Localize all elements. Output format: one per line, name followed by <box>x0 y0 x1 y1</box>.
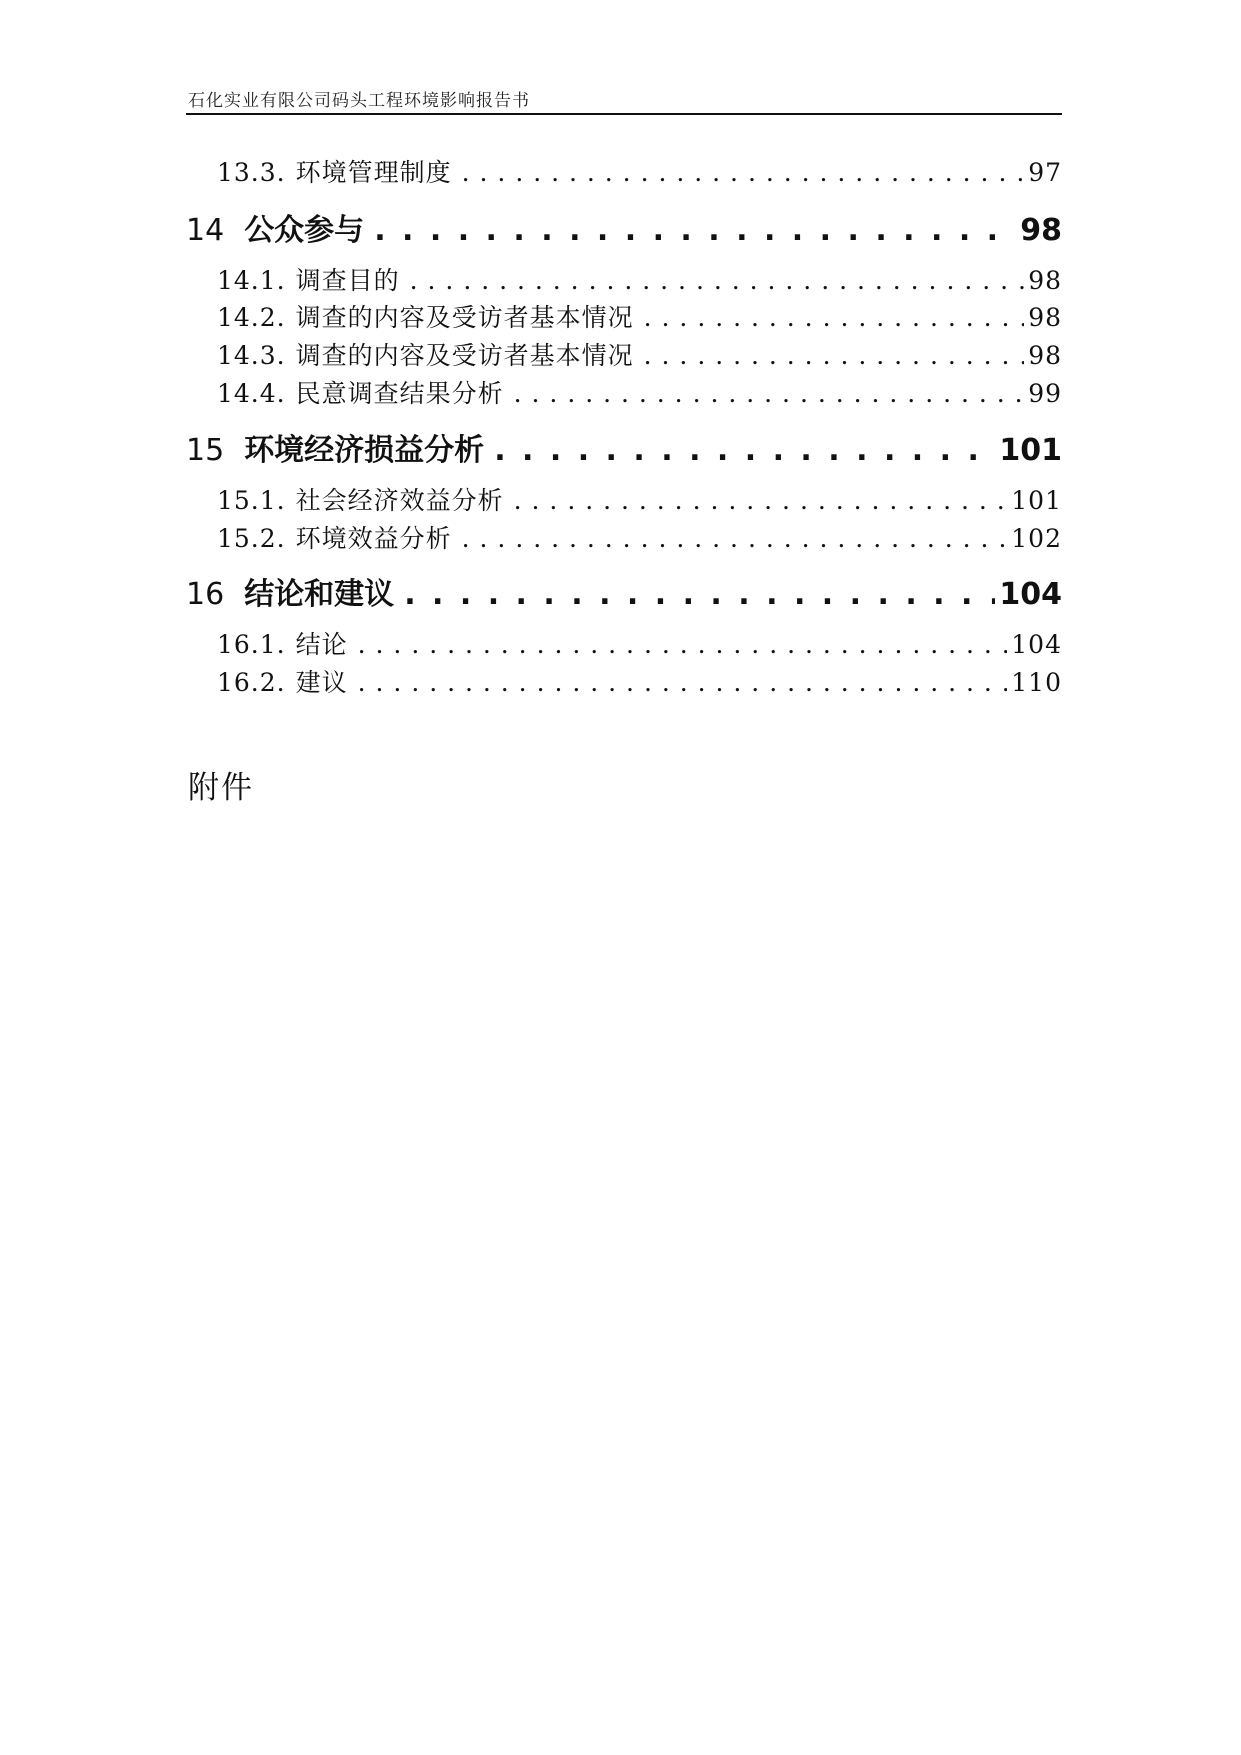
toc-entry-title: 调查目的 <box>295 266 400 295</box>
toc-leader-dots <box>494 433 995 468</box>
toc-leader-dots <box>358 668 1008 697</box>
toc-entry-page: 97 <box>1028 158 1062 187</box>
toc-entry-number: 14.2. <box>217 303 286 332</box>
toc-entry-15-2[interactable] <box>186 519 1062 555</box>
toc-entry-number: 16.2. <box>217 668 286 697</box>
toc-leader-dots <box>514 486 1008 515</box>
toc-chapter-page: 101 <box>999 433 1062 468</box>
toc-entry-title: 环境管理制度 <box>295 158 452 187</box>
toc-entry-14-1[interactable] <box>186 261 1062 297</box>
toc-entry-page: 104 <box>1011 630 1062 659</box>
toc-leader-dots <box>644 303 1025 332</box>
toc-entry-page: 110 <box>1011 668 1062 697</box>
toc-entry-number: 13.3. <box>217 158 286 187</box>
toc-entry-number: 16.1. <box>217 630 286 659</box>
toc-leader-dots <box>514 379 1025 408</box>
toc-chapter-page: 104 <box>999 577 1062 612</box>
toc-entry-page: 102 <box>1011 524 1062 553</box>
toc-leader-dots <box>644 341 1025 370</box>
toc-entry-title: 社会经济效益分析 <box>295 486 504 515</box>
toc-entry-title: 环境效益分析 <box>295 524 452 553</box>
toc-chapter-number: 15 <box>186 433 225 468</box>
toc-entry-title: 调查的内容及受访者基本情况 <box>295 303 634 332</box>
toc-leader-dots <box>462 158 1025 187</box>
toc-entry-page: 99 <box>1028 379 1062 408</box>
toc-entry-page: 98 <box>1028 303 1062 332</box>
toc-entry-14-4[interactable] <box>186 374 1062 410</box>
toc-chapter-number: 14 <box>186 213 225 248</box>
toc-leader-dots <box>358 630 1008 659</box>
toc-leader-dots <box>374 213 1016 248</box>
toc-chapter-number: 16 <box>186 577 225 612</box>
toc-entry-title: 建议 <box>295 668 348 697</box>
toc-leader-dots <box>462 524 1008 553</box>
toc-entry-page: 98 <box>1028 341 1062 370</box>
toc-entry-title: 结论 <box>295 630 348 659</box>
toc-entry-16-2[interactable] <box>186 663 1062 699</box>
toc-leader-dots <box>410 266 1025 295</box>
toc-entry-number: 15.1. <box>217 486 286 515</box>
toc-chapter-title: 环境经济损益分析 <box>244 433 485 468</box>
appendix-heading: 附件 <box>188 770 254 806</box>
toc-entry-title: 调查的内容及受访者基本情况 <box>295 341 634 370</box>
toc-entry-13-3[interactable] <box>186 153 1062 189</box>
toc-chapter-title: 公众参与 <box>244 213 365 248</box>
toc-entry-number: 14.3. <box>217 341 286 370</box>
toc-entry-number: 14.4. <box>217 379 286 408</box>
toc-entry-14-2[interactable] <box>186 298 1062 334</box>
toc-leader-dots <box>404 577 995 612</box>
toc-entry-page: 98 <box>1028 266 1062 295</box>
toc-chapter-14[interactable] <box>186 205 1062 249</box>
toc-chapter-15[interactable] <box>186 425 1062 469</box>
toc-entry-number: 14.1. <box>217 266 286 295</box>
table-of-contents <box>186 0 1062 760</box>
toc-chapter-16[interactable] <box>186 569 1062 613</box>
toc-entry-14-3[interactable] <box>186 336 1062 372</box>
running-header: 石化实业有限公司码头工程环境影响报告书 <box>188 91 530 111</box>
toc-chapter-page: 98 <box>1020 213 1062 248</box>
toc-entry-page: 101 <box>1011 486 1062 515</box>
toc-entry-16-1[interactable] <box>186 625 1062 661</box>
toc-entry-number: 15.2. <box>217 524 286 553</box>
toc-entry-title: 民意调查结果分析 <box>295 379 504 408</box>
toc-entry-15-1[interactable] <box>186 481 1062 517</box>
toc-chapter-title: 结论和建议 <box>244 577 395 612</box>
